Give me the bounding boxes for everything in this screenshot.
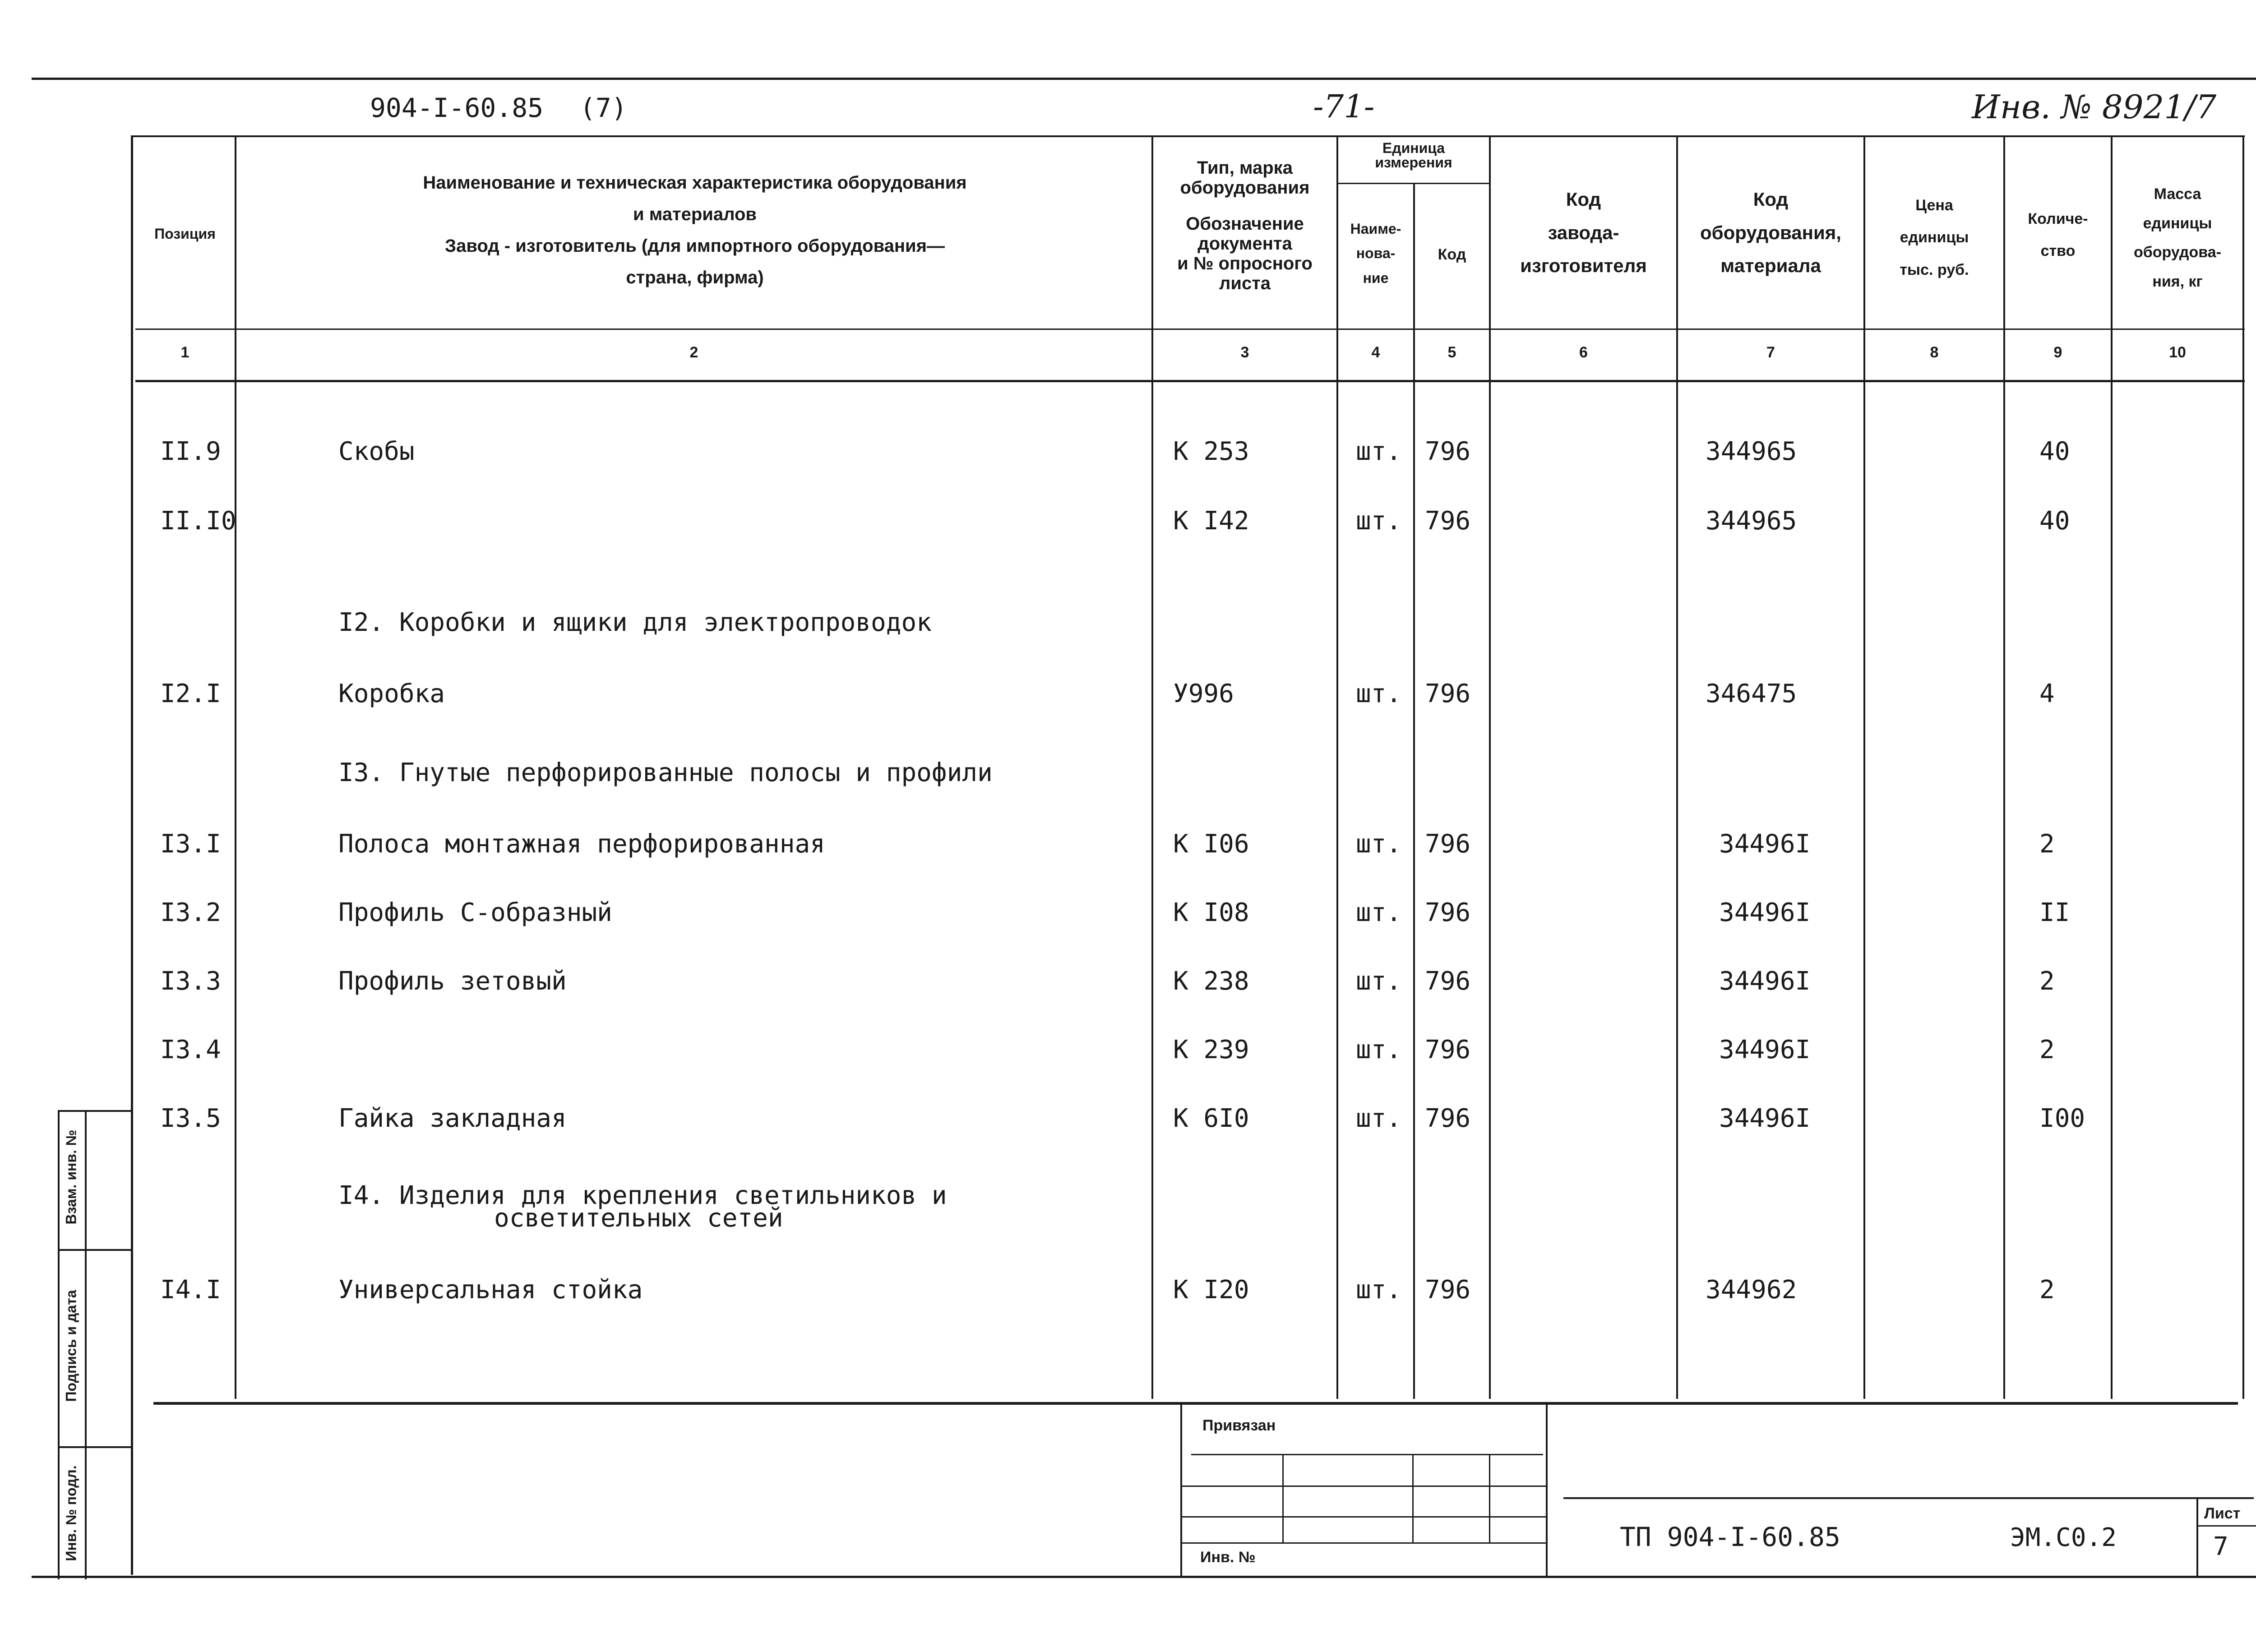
row-material-code: 344965	[1706, 437, 1797, 466]
column-header-type-line4: документа	[1197, 234, 1292, 254]
row-position: I3.5	[160, 1104, 221, 1133]
row-quantity: 40	[2039, 506, 2070, 536]
row-name: Гайка закладная	[338, 1104, 567, 1133]
document-part: (7)	[580, 93, 627, 123]
row-position: II.I0	[160, 506, 236, 536]
sidebar-divider-2	[58, 1446, 132, 1448]
col-sep-1	[235, 135, 236, 1399]
column-number-10: 10	[2169, 344, 2186, 361]
row-quantity: 4	[2039, 679, 2055, 708]
column-header-unit-group-line2: измерения	[1375, 154, 1452, 171]
column-header-material-code-line3: материала	[1720, 255, 1821, 276]
row-position: I3.3	[160, 967, 221, 996]
column-header-type-line1: Тип, марка	[1197, 158, 1293, 178]
column-header-price-line3: тыс. руб.	[1900, 261, 1969, 278]
col-sep-10	[2242, 135, 2244, 1399]
title-block-sheet-box-divider	[2196, 1525, 2256, 1527]
column-header-mass-line2: единицы	[2143, 214, 2212, 232]
column-header-mass	[2113, 180, 2242, 296]
column-number-3: 3	[1240, 344, 1249, 361]
row-type: К 239	[1173, 1035, 1249, 1064]
title-block-project-code: ТП 904-I-60.85	[1620, 1522, 1840, 1552]
col-sep-7	[1863, 135, 1865, 1399]
column-number-5: 5	[1447, 344, 1456, 361]
row-unit-code: 796	[1425, 1104, 1471, 1133]
column-header-name-line4: страна, фирма)	[626, 268, 764, 287]
row-name: Универсальная стойка	[338, 1275, 643, 1305]
column-header-unit-code	[1415, 241, 1489, 268]
row-material-code: 344962	[1706, 1275, 1797, 1305]
column-number-6: 6	[1579, 344, 1588, 361]
row-type: К I08	[1173, 898, 1249, 927]
row-name: Скобы	[338, 437, 415, 466]
stamp-line-1	[1191, 1454, 1543, 1455]
stamp-grid-line-1	[1282, 1454, 1284, 1542]
title-block-line	[1563, 1497, 2254, 1499]
column-header-position	[135, 221, 235, 246]
column-header-price-line2: единицы	[1900, 229, 1969, 246]
stamp-right-line	[1546, 1402, 1548, 1576]
sidebar-divider-1	[58, 1249, 132, 1251]
section-heading-14-line1: I4. Изделия для крепления светильников и	[338, 1181, 947, 1210]
row-position: I3.4	[160, 1035, 221, 1064]
row-position: I3.I	[160, 829, 221, 859]
row-position: I2.I	[160, 679, 221, 708]
row-name: Профиль зетовый	[338, 967, 567, 996]
row-unit: шт.	[1356, 679, 1402, 708]
stamp-inventory-label: Инв. №	[1200, 1549, 1256, 1566]
row-unit: шт.	[1356, 1104, 1402, 1133]
column-header-name	[244, 167, 1146, 293]
title-block-sheet-code: ЭМ.С0.2	[2010, 1523, 2117, 1552]
page-number: -71-	[1313, 88, 1375, 125]
row-material-code: 34496I	[1719, 1035, 1811, 1064]
column-header-name-line1: Наименование и техническая характеристика оборудования	[423, 173, 967, 193]
row-type: У996	[1173, 679, 1234, 708]
row-name: Коробка	[338, 679, 445, 708]
row-material-code: 346475	[1706, 679, 1797, 708]
sidebar-top-line	[58, 1110, 132, 1112]
col-sep-5	[1489, 135, 1491, 1399]
column-header-material-code	[1678, 183, 1863, 282]
row-name: Профиль С-образный	[338, 898, 612, 927]
row-type: К I20	[1173, 1275, 1249, 1305]
sidebar-original-inventory: Инв. № подл.	[63, 1465, 79, 1561]
inventory-number: Инв. № 8921/7	[1972, 88, 2217, 126]
column-number-8: 8	[1930, 344, 1939, 361]
row-unit-code: 796	[1425, 967, 1471, 996]
column-header-mass-line4: ния, кг	[2152, 273, 2203, 290]
table-left-border	[131, 135, 133, 1575]
column-header-material-code-line1: Код	[1753, 189, 1789, 210]
row-name: Полоса монтажная перфорированная	[338, 829, 825, 859]
row-quantity: 2	[2039, 1035, 2055, 1064]
stamp-line-4	[1182, 1542, 1546, 1544]
header-bottom-line	[135, 329, 2245, 330]
row-type: К I06	[1173, 829, 1249, 859]
col-sep-8	[2003, 135, 2005, 1399]
sidebar-right-line	[85, 1110, 87, 1579]
col-sep-4	[1413, 183, 1415, 1399]
column-header-type-line3: Обозначение	[1186, 214, 1304, 234]
column-header-quantity-line1: Количе-	[2028, 210, 2088, 227]
column-header-type-line2: оборудования	[1180, 178, 1310, 198]
row-unit-code: 796	[1425, 437, 1471, 466]
column-header-type-line5: и № опросного	[1177, 254, 1313, 273]
section-heading-13: I3. Гнутые перфорированные полосы и профили	[338, 758, 993, 787]
column-header-factory-code-line2: завода-	[1548, 222, 1619, 243]
stamp-grid-line-2	[1412, 1454, 1414, 1542]
row-unit: шт.	[1356, 1035, 1402, 1064]
column-header-unit-group-line1: Единица	[1382, 140, 1445, 156]
stamp-line-3	[1182, 1516, 1546, 1518]
row-type: К 6I0	[1173, 1104, 1249, 1133]
row-unit-code: 796	[1425, 1275, 1471, 1305]
row-quantity: I00	[2039, 1104, 2085, 1133]
row-material-code: 344965	[1706, 506, 1797, 536]
row-position: II.9	[160, 437, 221, 466]
column-header-quantity-line2: ство	[2040, 242, 2076, 260]
column-header-factory-code-line1: Код	[1566, 189, 1601, 210]
column-header-unit-name-line2: нова-	[1356, 245, 1396, 262]
row-quantity: II	[2039, 898, 2070, 927]
row-unit-code: 796	[1425, 829, 1471, 859]
stamp-grid-line-3	[1489, 1454, 1490, 1542]
row-type: К 238	[1173, 967, 1249, 996]
column-header-mass-line1: Масса	[2154, 185, 2201, 203]
row-unit: шт.	[1356, 898, 1402, 927]
row-unit-code: 796	[1425, 898, 1471, 927]
row-material-code: 34496I	[1719, 829, 1811, 859]
title-block-sheet-box-line	[2196, 1499, 2198, 1576]
row-material-code: 34496I	[1719, 967, 1811, 996]
row-quantity: 2	[2039, 967, 2055, 996]
sidebar-left-line	[58, 1110, 60, 1579]
row-unit: шт.	[1356, 829, 1402, 859]
column-header-type-line6: листа	[1219, 273, 1271, 293]
table-bottom-line	[153, 1402, 2238, 1405]
column-header-type	[1153, 158, 1336, 293]
sidebar-replacement-inventory: Взам. инв. №	[63, 1129, 79, 1225]
column-number-4: 4	[1371, 344, 1380, 361]
header-top-line	[131, 135, 2245, 137]
column-header-mass-line3: оборудова-	[2134, 244, 2221, 261]
section-heading-12: I2. Коробки и ящики для электропроводок	[338, 608, 932, 637]
sidebar-signature-date: Подпись и дата	[63, 1290, 79, 1402]
column-number-1: 1	[180, 344, 190, 361]
row-type: К 253	[1173, 437, 1249, 466]
row-type: К I42	[1173, 506, 1249, 536]
column-header-price-line1: Цена	[1915, 197, 1953, 214]
column-header-quantity	[2005, 203, 2111, 268]
stamp-left-line	[1180, 1402, 1182, 1576]
column-header-factory-code-line3: изготовителя	[1520, 255, 1647, 276]
row-position: I4.I	[160, 1275, 221, 1305]
column-header-factory-code	[1491, 183, 1676, 282]
row-quantity: 40	[2039, 437, 2070, 466]
column-number-7: 7	[1766, 344, 1775, 361]
row-quantity: 2	[2039, 829, 2055, 859]
row-unit: шт.	[1356, 967, 1402, 996]
col-sep-2	[1151, 135, 1153, 1399]
title-block-sheet-number: 7	[2213, 1532, 2228, 1561]
column-number-2: 2	[689, 344, 698, 361]
column-header-unit-code-text: Код	[1438, 246, 1466, 263]
row-material-code: 34496I	[1719, 898, 1811, 927]
column-header-name-line3: Завод - изготовитель (для импортного оборудования—	[445, 236, 945, 256]
col-sep-6	[1676, 135, 1678, 1399]
column-header-material-code-line2: оборудования,	[1700, 222, 1841, 243]
column-header-unit-name-line1: Наиме-	[1350, 221, 1401, 237]
unit-group-divider	[1336, 183, 1489, 184]
row-unit-code: 796	[1425, 1035, 1471, 1064]
column-header-unit-name	[1338, 217, 1413, 290]
numbers-bottom-line	[135, 380, 2245, 382]
row-unit: шт.	[1356, 1275, 1402, 1305]
col-sep-9	[2111, 135, 2113, 1399]
section-heading-14-line2: осветительных сетей	[494, 1203, 783, 1233]
stamp-line-2	[1182, 1485, 1546, 1487]
row-quantity: 2	[2039, 1275, 2055, 1305]
row-position: I3.2	[160, 898, 221, 927]
column-header-price	[1865, 190, 2003, 286]
document-code: 904-I-60.85	[370, 93, 544, 123]
column-header-name-line2: и материалов	[633, 204, 757, 224]
top-border	[32, 78, 2256, 80]
column-header-unit-name-line3: ние	[1363, 269, 1389, 286]
title-block-sheet-label: Лист	[2204, 1505, 2241, 1522]
column-number-9: 9	[2053, 344, 2062, 361]
column-header-position-text: Позиция	[154, 226, 216, 242]
column-header-unit-group	[1338, 141, 1489, 170]
row-material-code: 34496I	[1719, 1104, 1811, 1133]
row-unit-code: 796	[1425, 679, 1471, 708]
stamp-attached-label: Привязан	[1202, 1417, 1276, 1434]
row-unit: шт.	[1356, 506, 1402, 536]
row-unit: шт.	[1356, 437, 1402, 466]
bottom-border	[32, 1576, 2256, 1578]
row-unit-code: 796	[1425, 506, 1471, 536]
col-sep-3	[1336, 135, 1338, 1399]
